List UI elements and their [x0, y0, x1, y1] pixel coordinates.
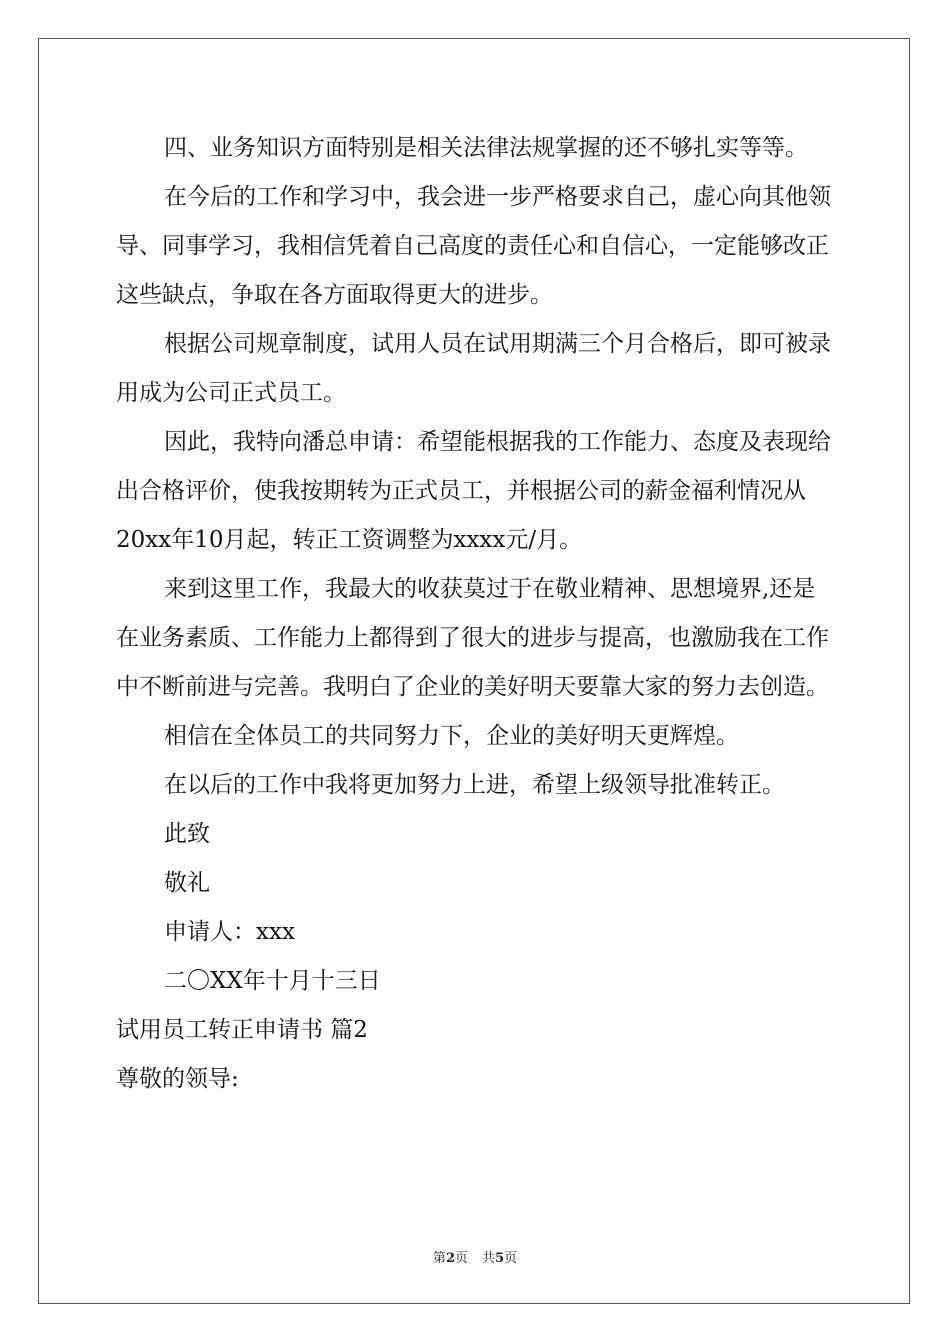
paragraph: 在今后的工作和学习中，我会进一步严格要求自己，虚心向其他领导、同事学习，我相信凭着自己高度的责任心和自信心，一定能够改正这些缺点，争取在各方面取得更大的进步。 [116, 184, 831, 308]
total-prefix: 共 [482, 1251, 496, 1266]
page-footer [0, 1247, 950, 1266]
page-prefix: 第 [432, 1251, 446, 1266]
paragraph: 在以后的工作中我将更加努力上进，希望上级领导批准转正。 [164, 772, 785, 798]
page-suffix: 页 [454, 1251, 468, 1266]
paragraph: 四、业务知识方面特别是相关法律法规掌握的还不够扎实等等。 [164, 135, 808, 161]
section-title: 试用员工转正申请书 篇2 [116, 1017, 368, 1043]
total-pages: 5 [495, 1251, 505, 1266]
document-body [116, 124, 836, 1104]
paragraph: 相信在全体员工的共同努力下，企业的美好明天更辉煌。 [164, 723, 739, 749]
paragraph: 来到这里工作，我最大的收获莫过于在敬业精神、思想境界,还是在业务素质、工作能力上都得到了很大的进步与提高，也激励我在工作中不断前进与完善。我明白了企业的美好明天要靠大家的努力去创造。 [116, 576, 829, 700]
letter-date: 二〇XX年十月十三日 [164, 968, 381, 994]
total-suffix: 页 [504, 1251, 518, 1266]
greeting: 尊敬的领导: [116, 1066, 239, 1092]
applicant-signature: 申请人：xxx [164, 919, 295, 945]
page-number: 2 [445, 1251, 455, 1266]
closing-regards: 敬礼 [164, 870, 210, 896]
paragraph: 根据公司规章制度，试用人员在试用期满三个月合格后，即可被录用成为公司正式员工。 [116, 331, 831, 406]
closing-salutation: 此致 [164, 821, 210, 847]
paragraph: 因此，我特向潘总申请：希望能根据我的工作能力、态度及表现给出合格评价，使我按期转为正式员工，并根据公司的薪金福利情况从20xx年10月起，转正工资调整为xxxx元/月。 [116, 429, 831, 553]
